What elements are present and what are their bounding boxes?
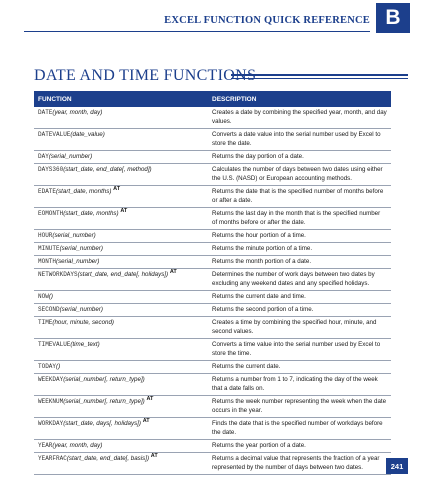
function-name: NETWORKDAYS xyxy=(38,271,78,278)
analysis-toolpak-marker: AT xyxy=(113,185,121,192)
description-cell: Returns the hour portion of a time. xyxy=(208,230,391,243)
description-cell: Returns the week number representing the week when the date occurs in the year. xyxy=(208,396,391,418)
function-name: DATE xyxy=(38,109,53,116)
running-header: EXCEL FUNCTION QUICK REFERENCE xyxy=(164,15,370,26)
description-cell: Converts a time value into the serial number used by Excel to store the time. xyxy=(208,339,391,361)
function-args: (serial_number[, return_type]) xyxy=(63,398,145,405)
function-args: (start_date, end_date[, holidays]) xyxy=(77,271,169,278)
header-rule xyxy=(24,31,370,32)
function-cell xyxy=(34,243,208,256)
function-args: (year, month, day) xyxy=(52,109,103,116)
function-name: SECOND xyxy=(38,306,60,313)
function-cell xyxy=(34,396,208,418)
function-cell xyxy=(34,339,208,361)
appendix-tab: B xyxy=(376,3,410,33)
table-row xyxy=(34,230,391,243)
function-args: (start_date, end_date[, basis]) xyxy=(66,455,150,462)
table-row xyxy=(34,208,391,230)
function-name: MONTH xyxy=(38,258,57,265)
table-row xyxy=(34,440,391,453)
description-cell: Creates a date by combining the specified year, month, and day values. xyxy=(208,107,391,129)
function-cell xyxy=(34,164,208,186)
function-name: DAYS360 xyxy=(38,166,64,173)
function-cell xyxy=(34,440,208,453)
table-row xyxy=(34,317,391,339)
function-name: YEARFRAC xyxy=(38,455,67,462)
function-args: (start_date, days[, holidays]) xyxy=(63,420,141,427)
function-args: (start_date, months) xyxy=(56,188,112,195)
description-cell: Returns the day portion of a date. xyxy=(208,151,391,164)
function-name: TODAY xyxy=(38,363,57,370)
table-row xyxy=(34,339,391,361)
function-table xyxy=(34,91,391,475)
function-cell xyxy=(34,230,208,243)
function-name: TIMEVALUE xyxy=(38,341,71,348)
function-cell xyxy=(34,317,208,339)
table-row xyxy=(34,304,391,317)
analysis-toolpak-marker: AT xyxy=(142,417,150,424)
table-row xyxy=(34,291,391,304)
function-cell xyxy=(34,418,208,440)
description-cell: Returns the year portion of a date. xyxy=(208,440,391,453)
function-args: (year, month, day) xyxy=(52,442,103,449)
function-args: () xyxy=(48,293,53,300)
function-cell xyxy=(34,304,208,317)
page-number: 241 xyxy=(386,458,408,474)
section-title: DATE AND TIME FUNCTIONS xyxy=(34,67,257,84)
title-rule xyxy=(231,74,408,76)
description-cell: Calculates the number of days between two dates using either the U.S. (NASD) or European accounting methods. xyxy=(208,164,391,186)
function-args: (serial_number[, return_type]) xyxy=(63,376,145,383)
description-cell: Creates a time by combining the specified hour, minute, and second values. xyxy=(208,317,391,339)
function-cell xyxy=(34,151,208,164)
table-row xyxy=(34,269,391,291)
function-args: (date_value) xyxy=(70,131,105,138)
function-cell xyxy=(34,107,208,129)
function-cell xyxy=(34,208,208,230)
function-name: WORKDAY xyxy=(38,420,64,427)
table-row xyxy=(34,453,391,475)
description-cell: Returns a decimal value that represents the fraction of a year represented by the number of days between two dates. xyxy=(208,453,391,475)
analysis-toolpak-marker: AT xyxy=(150,452,158,459)
table-row xyxy=(34,129,391,151)
function-name: TIME xyxy=(38,319,53,326)
function-cell xyxy=(34,269,208,291)
analysis-toolpak-marker: AT xyxy=(169,268,177,275)
function-cell xyxy=(34,291,208,304)
description-cell: Returns a number from 1 to 7, indicating the day of the week that a date falls on. xyxy=(208,374,391,396)
description-cell: Returns the month portion of a date. xyxy=(208,256,391,269)
function-name: EDATE xyxy=(38,188,57,195)
table-row xyxy=(34,186,391,208)
function-args: (start_date, end_date[, method]) xyxy=(63,166,152,173)
table-row xyxy=(34,164,391,186)
function-cell xyxy=(34,361,208,374)
function-args: () xyxy=(56,363,61,370)
description-cell: Returns the date that is the specified number of months before or after a date. xyxy=(208,186,391,208)
table-row xyxy=(34,107,391,129)
function-cell xyxy=(34,453,208,475)
column-header-function: FUNCTION xyxy=(34,91,208,107)
table-row xyxy=(34,374,391,396)
function-cell xyxy=(34,374,208,396)
function-name: EOMONTH xyxy=(38,210,64,217)
table-row xyxy=(34,243,391,256)
function-args: (serial_number) xyxy=(48,153,93,160)
description-cell: Returns the minute portion of a time. xyxy=(208,243,391,256)
description-cell: Returns the second portion of a time. xyxy=(208,304,391,317)
function-cell xyxy=(34,186,208,208)
column-header-description: DESCRIPTION xyxy=(208,91,391,107)
description-cell: Returns the last day in the month that is the specified number of months before or after the date. xyxy=(208,208,391,230)
function-cell xyxy=(34,129,208,151)
description-cell: Finds the date that is the specified number of workdays before the date. xyxy=(208,418,391,440)
function-name: DAY xyxy=(38,153,49,160)
function-name: HOUR xyxy=(38,232,53,239)
function-args: (hour, minute, second) xyxy=(52,319,114,326)
description-cell: Determines the number of work days between two dates by excluding any weekend dates and any specified holidays. xyxy=(208,269,391,291)
title-rule-thin xyxy=(231,78,408,79)
table-row xyxy=(34,361,391,374)
function-args: (serial_number) xyxy=(59,245,103,252)
function-args: (serial_number) xyxy=(52,232,96,239)
function-args: (serial_number) xyxy=(59,306,103,313)
function-name: WEEKDAY xyxy=(38,376,64,383)
function-args: (start_date, months) xyxy=(63,210,119,217)
description-cell: Returns the current date. xyxy=(208,361,391,374)
function-name: YEAR xyxy=(38,442,53,449)
description-cell: Converts a date value into the serial number used by Excel to store the date. xyxy=(208,129,391,151)
function-name: DATEVALUE xyxy=(38,131,71,138)
function-name: NOW xyxy=(38,293,49,300)
function-args: (serial_number) xyxy=(56,258,100,265)
function-cell xyxy=(34,256,208,269)
description-cell: Returns the current date and time. xyxy=(208,291,391,304)
analysis-toolpak-marker: AT xyxy=(146,395,154,402)
table-header-row xyxy=(34,91,391,107)
table-row xyxy=(34,418,391,440)
analysis-toolpak-marker: AT xyxy=(120,207,128,214)
function-name: MINUTE xyxy=(38,245,60,252)
table-body xyxy=(34,107,391,475)
table-row xyxy=(34,256,391,269)
table-row xyxy=(34,151,391,164)
table-row xyxy=(34,396,391,418)
function-args: (time_text) xyxy=(70,341,100,348)
function-name: WEEKNUM xyxy=(38,398,64,405)
